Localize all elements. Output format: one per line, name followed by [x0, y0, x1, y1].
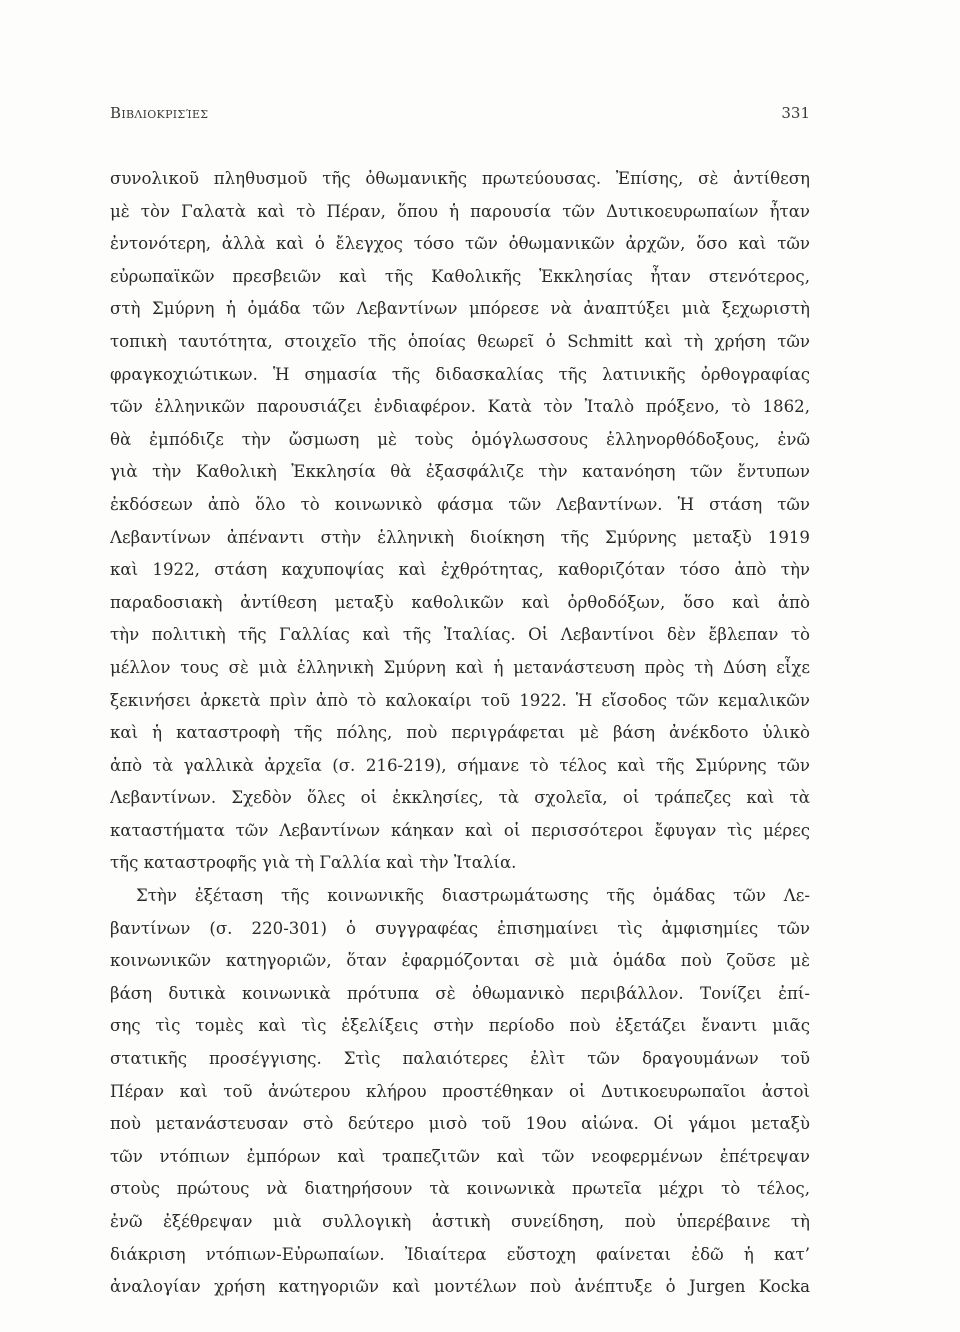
text-line: Λεβαντίνων. Σχεδὸν ὅλες οἱ ἐκκλησίες, τὰ σχολεῖα, οἱ τράπεζες καὶ τὰ [110, 788, 810, 808]
text-line: καὶ 1922, στάση καχυποψίας καὶ ἐχθρότητας, καθοριζόταν τόσο ἀπὸ τὴν [110, 560, 810, 580]
text-line: Πέραν καὶ τοῦ ἀνώτερου κλήρου προστέθηκαν οἱ Δυτικοευρωπαῖοι ἀστοὶ [110, 1081, 810, 1101]
text-line: συνολικοῦ πληθυσμοῦ τῆς ὀθωμανικῆς πρωτεύουσας. Ἐπίσης, σὲ ἀντίθεση [110, 169, 810, 188]
text-line: εὐρωπαϊκῶν πρεσβειῶν καὶ τῆς Καθολικῆς Ἐκκλησίας ἦταν στενότερος, [110, 266, 810, 286]
text-line: ἐκδόσεων ἀπὸ ὅλο τὸ κοινωνικὸ φάσμα τῶν Λεβαντίνων. Ἡ στάση τῶν [110, 494, 810, 514]
text-line: Λεβαντίνων ἀπέναντι στὴν ἑλληνικὴ διοίκηση τῆς Σμύρνης μεταξὺ 1919 [110, 527, 810, 547]
text-line: ἐνῶ ἐξέθρεψαν μιὰ συλλογικὴ ἀστικὴ συνείδηση, ποὺ ὑπερέβαινε τὴ [110, 1212, 810, 1231]
paragraph-last-line: τῆς καταστροφῆς γιὰ τὴ Γαλλία καὶ τὴν Ἰταλία. [110, 853, 517, 873]
body-text [110, 163, 810, 1304]
text-line: ἐντονότερη, ἀλλὰ καὶ ὁ ἔλεγχος τόσο τῶν ὀθωμανικῶν ἀρχῶν, ὅσο καὶ τῶν [110, 234, 810, 254]
text-line: τοπικὴ ταυτότητα, στοιχεῖο τῆς ὁποίας θεωρεῖ ὁ Schmitt καὶ τὴ χρήση τῶν [110, 331, 810, 351]
text-line: τὴν πολιτικὴ τῆς Γαλλίας καὶ τῆς Ἰταλίας. Οἱ Λεβαντίνοι δὲν ἔβλεπαν τὸ [110, 625, 810, 645]
paragraph-first-line: Στὴν ἐξέταση τῆς κοινωνικῆς διαστρωμάτωσης τῆς ὁμάδας τῶν Λε- [136, 886, 810, 906]
text-line: ἀναλογίαν χρήση κατηγοριῶν καὶ μοντέλων ποὺ ἀνέπτυξε ὁ Jurgen Kocka [110, 1277, 810, 1297]
text-line: ποὺ μετανάστευσαν στὸ δεύτερο μισὸ τοῦ 19ου αἰώνα. Οἱ γάμοι μεταξὺ [110, 1114, 810, 1134]
text-line: στὴ Σμύρνη ἡ ὁμάδα τῶν Λεβαντίνων μπόρεσε νὰ ἀναπτύξει μιὰ ξεχωριστὴ [110, 299, 810, 319]
text-line: μέλλον τους σὲ μιὰ ἑλληνικὴ Σμύρνη καὶ ἡ μετανάστευση πρὸς τὴ Δύση εἶχε [110, 657, 810, 677]
text-line: στατικῆς προσέγγισης. Στὶς παλαιότερες ἐλὶτ τῶν δραγουμάνων τοῦ [110, 1049, 810, 1069]
text-line: ἀπὸ τὰ γαλλικὰ ἀρχεῖα (σ. 216-219), σήμανε τὸ τέλος καὶ τῆς Σμύρνης τῶν [110, 755, 810, 775]
page-number: 331 [781, 104, 810, 122]
text-line: γιὰ τὴν Καθολικὴ Ἐκκλησία θὰ ἐξασφάλιζε τὴν κατανόηση τῶν ἔντυπων [110, 462, 810, 482]
text-line: καὶ ἡ καταστροφὴ τῆς πόλης, ποὺ περιγράφεται μὲ βάση ἀνέκδοτο ὑλικὸ [110, 723, 810, 743]
section-title: Βιβλιοκρισίες [110, 104, 209, 122]
text-line: θὰ ἐμπόδιζε τὴν ὤσμωση μὲ τοὺς ὁμόγλωσσους ἑλληνορθόδοξους, ἐνῶ [110, 429, 810, 449]
text-line: σης τὶς τομὲς καὶ τὶς ἐξελίξεις στὴν περίοδο ποὺ ἐξετάζει ἔναντι μιᾶς [110, 1016, 810, 1036]
text-line: τῶν ἑλληνικῶν παρουσιάζει ἐνδιαφέρον. Κατὰ τὸν Ἰταλὸ πρόξενο, τὸ 1862, [110, 397, 810, 417]
text-line: τῶν ντόπιων ἐμπόρων καὶ τραπεζιτῶν καὶ τῶν νεοφερμένων ἐπέτρεψαν [110, 1146, 810, 1166]
text-line: ξεκινήσει ἀρκετὰ πρὶν ἀπὸ τὸ καλοκαίρι τοῦ 1922. Ἡ εἴσοδος τῶν κεμαλικῶν [110, 690, 810, 710]
text-line: διάκριση ντόπιων-Εὐρωπαίων. Ἰδιαίτερα εὔστοχη φαίνεται ἐδῶ ἡ κατ’ [110, 1244, 810, 1264]
text-line: βάση δυτικὰ κοινωνικὰ πρότυπα σὲ ὀθωμανικὸ περιβάλλον. Τονίζει ἐπί- [110, 983, 810, 1003]
text-line: φραγκοχιώτικων. Ἡ σημασία τῆς διδασκαλίας τῆς λατινικῆς ὀρθογραφίας [110, 364, 810, 384]
text-line: μὲ τὸν Γαλατὰ καὶ τὸ Πέραν, ὅπου ἡ παρουσία τῶν Δυτικοευρωπαίων ἦταν [110, 201, 810, 221]
text-line: παραδοσιακὴ ἀντίθεση μεταξὺ καθολικῶν καὶ ὀρθοδόξων, ὅσο καὶ ἀπὸ [110, 592, 810, 612]
text-line: καταστήματα τῶν Λεβαντίνων κάηκαν καὶ οἱ περισσότεροι ἔφυγαν τὶς μέρες [110, 820, 810, 840]
text-line: κοινωνικῶν κατηγοριῶν, ὅταν ἐφαρμόζονται σὲ μιὰ ὁμάδα ποὺ ζοῦσε μὲ [110, 951, 810, 971]
text-line: στοὺς πρώτους νὰ διατηρήσουν τὰ κοινωνικὰ πρωτεῖα μέχρι τὸ τέλος, [110, 1179, 810, 1199]
running-head [110, 104, 810, 128]
text-line: βαντίνων (σ. 220-301) ὁ συγγραφέας ἐπισημαίνει τὶς ἀμφισημίες τῶν [110, 918, 810, 938]
